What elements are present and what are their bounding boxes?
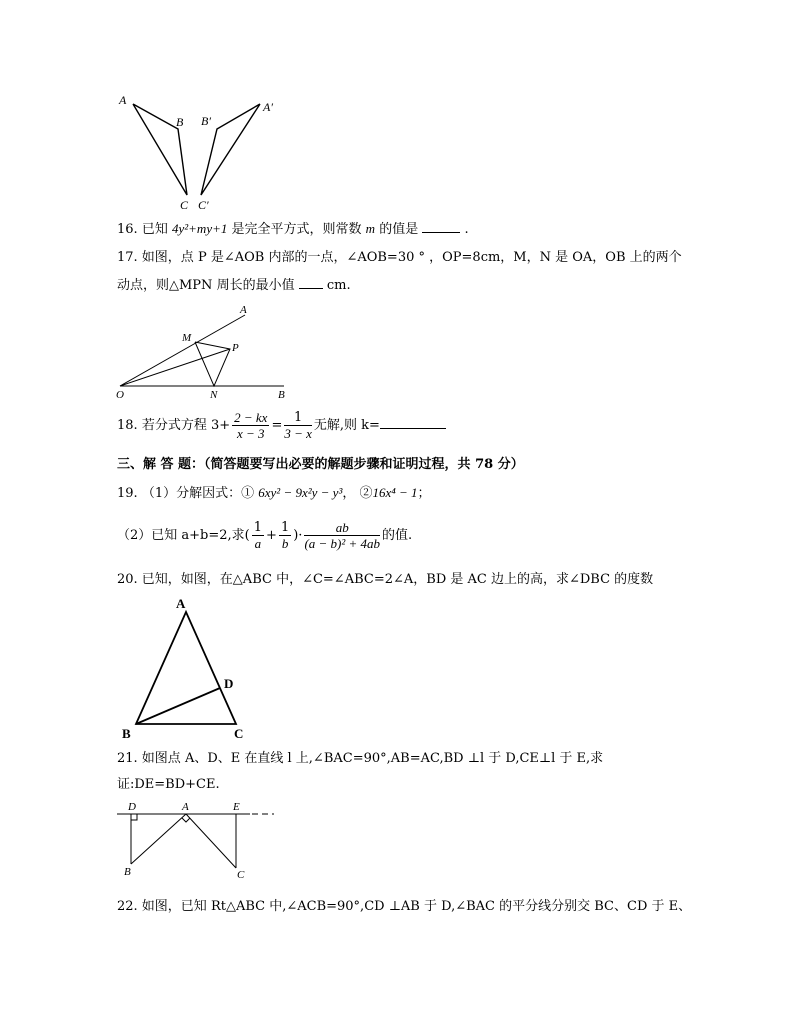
q18-fraction-2 [284,410,312,441]
q18-fraction-1 [232,410,269,441]
q19-f3-numerator: ab [304,520,380,536]
label-E: E [233,801,240,813]
label-B-prime: B′ [201,114,211,128]
q19-f2-numerator: 1 [280,520,290,535]
q16-number: 16. [117,222,138,237]
label-D: D [128,801,136,813]
q19-expression-2: 16x⁴ − 1 [372,485,418,500]
label-C: C [234,726,244,741]
question-19-part1 [117,484,431,503]
fig-q21 [112,798,282,884]
q17-answer-blank [299,288,323,289]
label-C: C [180,198,189,212]
q18-frac2-numerator: 1 [284,410,312,426]
segment-AC [186,814,236,868]
fig-q17-angle [112,300,302,400]
question-21-line1: 21. 如图点 A、D、E 在直线 l 上,∠BAC=90°,AB=AC,BD ⊥l 于 D,CE⊥l 于 E,求 [117,751,604,766]
segment-AB [131,814,186,864]
q19-end-2: 的值. [382,528,413,543]
q19-fraction-1 [252,520,264,551]
q19-number: 19. [117,486,138,501]
right-angle-A [182,818,190,822]
right-angle-D [131,814,137,820]
question-21-line2: 证:DE=BD+CE. [117,777,220,792]
q19-f1-denominator: a [254,536,262,551]
q18-frac1-denominator: x − 3 [237,426,265,441]
q18-answer-blank [380,428,446,429]
q16-expression: 4y²+my+1 [171,221,228,236]
q19-separator: ， ② [342,486,373,501]
label-M: M [182,332,192,344]
q16-end: . [464,222,469,237]
question-19-part2: （2）已知 a+b=2,求( $\frac{1}{a}$ + $\frac{1}{b}$ )· $\frac{ab}{\text{(a − b)² + 4ab}}$ 的值. [117,520,413,551]
label-D: D [224,676,234,691]
label-A-prime: A′ [263,100,273,114]
q19-expression-1: 6xy² − 9x²y − y³ [258,485,343,500]
q18-frac2-denominator: 3 − x [284,426,312,441]
fig-q15-triangles [110,92,290,212]
q19-fraction-3 [304,520,380,551]
q19-f3-denominator: (a − b)² + 4ab [304,536,381,551]
q18-number: 18. [117,418,138,433]
triangle-MPN [195,342,230,386]
label-A: A [176,596,186,611]
label-A: A [119,93,127,107]
question-17-line1: 17. 如图，点 P 是∠AOB 内部的一点，∠AOB=30 ° ，OP=8cm，M，N 是 OA，OB 上的两个 [117,250,682,265]
q16-variable: m [365,221,376,236]
q19-part2-label: （2）已知 a+b=2,求 [117,528,245,543]
q18-frac1-numerator: 2 − kx [234,410,268,425]
question-16 [117,220,469,239]
label-O: O [116,389,124,400]
q16-text-middle: 是完全平方式，则常数 [231,222,362,237]
q16-text-after: 的值是 [379,222,419,237]
section-3-heading: 三、解 答 题：（简答题要写出必要的解题步骤和证明过程，共 78 分） [117,457,524,472]
q18-equals: = [271,418,283,433]
label-A: A [182,801,189,813]
label-P: P [232,342,239,354]
label-A: A [240,304,247,316]
label-B: B [278,389,285,400]
q17-line2-after: cm. [326,278,351,293]
q19-f1-numerator: 1 [253,520,263,535]
label-C-prime: C′ [198,198,209,212]
q19-f2-denominator: b [281,536,289,551]
label-C: C [237,869,245,881]
q18-text-after: 无解,则 k= [313,418,380,433]
q19-dot: · [298,528,303,543]
altitude-BD [136,688,220,724]
q19-plus: + [266,528,277,543]
q19-fraction-2 [279,520,291,551]
label-B: B [122,726,131,741]
question-22: 22. 如图，已知 Rt△ABC 中,∠ACB=90°,CD ⊥AB 于 D,∠BAC 的平分线分别交 BC、CD 于 E、 [117,899,692,914]
label-N: N [210,389,218,400]
q17-line2-before: 动点，则△MPN 周长的最小值 [117,278,295,293]
q16-answer-blank [422,232,460,233]
q19-end-1: ； [417,486,431,501]
question-18 [117,408,446,444]
fig-q20-triangle [116,594,256,744]
question-20: 20. 已知，如图，在△ABC 中，∠C=∠ABC=2∠A，BD 是 AC 边上的高，求∠DBC 的度数 [117,572,654,587]
q19-part1-label: （1）分解因式：① [141,486,255,501]
q16-text-before: 已知 [141,222,168,237]
label-B: B [176,115,184,129]
question-17-line2 [117,277,351,295]
q18-text-before: 若分式方程 3+ [141,418,231,433]
triangle-ABC [136,612,236,724]
label-B: B [124,866,131,878]
